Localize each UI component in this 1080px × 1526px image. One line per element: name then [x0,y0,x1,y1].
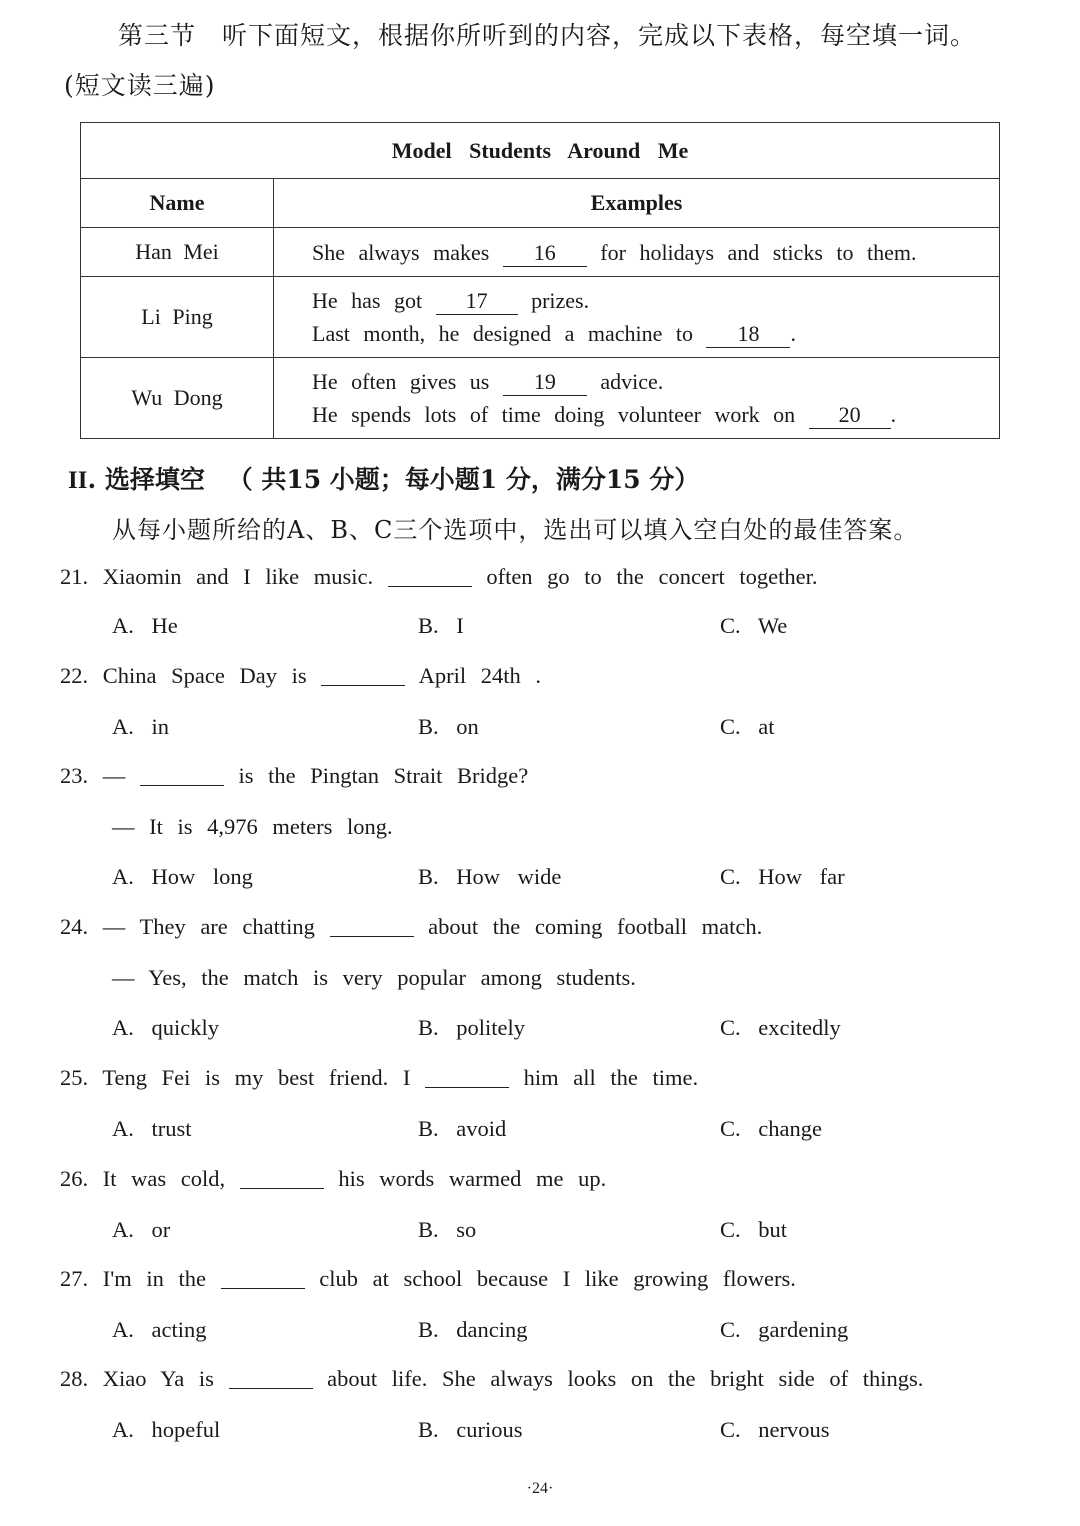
question-blank [221,1268,305,1289]
question-text: China Space Day is [102,663,307,688]
question-blank [321,665,405,686]
answer-blank: 19 [503,369,587,396]
model-students-table [80,122,1000,439]
question-number: 21. [60,564,89,589]
part-heading [68,460,699,496]
question-text: is the Pingtan Strait Bridge? [238,763,529,788]
option-a: A. quickly [112,1015,219,1040]
example-text: Last month, he designed a machine to [312,321,693,346]
question-24 [60,914,762,940]
question-text: — They are chatting [102,914,315,939]
question-text: about the coming football match. [428,914,763,939]
question-28 [60,1366,923,1392]
question-number: 25. [60,1065,89,1090]
page-number: ·24· [526,1480,554,1497]
question-blank [425,1067,509,1088]
option-b: B. curious [418,1417,523,1442]
part-numeral: II [68,467,88,494]
question-text: his words warmed me up. [338,1166,607,1191]
example-cell [274,358,1000,439]
example-text: for holidays and sticks to them. [600,239,917,265]
example-cell [274,277,1000,358]
question-text: often go to the concert together. [486,564,818,589]
example-text: prizes. [531,288,590,313]
example-cell [274,228,1000,277]
question-text: Teng Fei is my best friend. I [102,1065,411,1090]
question-number: 27. [60,1266,89,1291]
part-title: . 选择填空 [87,465,205,494]
question-text: about life. She always looks on the bright side of things. [327,1366,924,1391]
option-c: C. gardening [720,1317,849,1342]
option-b: B. How wide [418,864,562,889]
option-a: A. How long [112,864,253,889]
question-text: April 24th . [418,663,541,688]
part-detail: （ 共15 小题；每小题1 分，满分15 分） [227,465,700,494]
option-c: C. change [720,1116,822,1141]
option-c: C. but [720,1217,788,1242]
instruction: 从每小题所给的A、B、C三个选项中，选出可以填入空白处的最佳答案。 [112,516,919,544]
answer-blank: 18 [706,321,790,348]
example-text: He spends lots of time doing volunteer work on [312,402,796,427]
question-text: club at school because I like growing flowers. [319,1266,796,1291]
option-b: B. politely [418,1015,525,1040]
option-c: C. We [720,613,788,638]
option-c: C. excitedly [720,1015,841,1040]
option-b: B. dancing [418,1317,528,1342]
option-b: B. on [418,714,479,739]
dialogue-reply: — It is 4,976 meters long. [112,814,393,839]
option-a: A. or [112,1217,171,1242]
student-name: Li Ping [81,277,274,358]
question-text: — [102,763,126,788]
question-text: It was cold, [102,1166,226,1191]
table-row [81,277,1000,358]
example-text: . [890,402,897,427]
question-text: him all the time. [523,1065,699,1090]
option-a: A. trust [112,1116,192,1141]
question-number: 28. [60,1366,89,1391]
dialogue-reply: — Yes, the match is very popular among students. [112,965,636,990]
example-text: . [790,321,796,346]
answer-blank: 16 [503,240,587,267]
question-text: Xiaomin and I like music. [102,564,374,589]
question-blank [240,1168,324,1189]
question-26 [60,1166,606,1192]
option-c: C. nervous [720,1417,830,1442]
question-23 [60,763,528,789]
question-21 [60,564,817,590]
question-blank [140,765,224,786]
option-a: A. He [112,613,178,638]
table-row [81,228,1000,277]
question-number: 24. [60,914,89,939]
option-c: C. at [720,714,775,739]
question-blank [330,916,414,937]
option-c: C. How far [720,864,845,889]
option-a: A. in [112,714,169,739]
example-text: He has got [312,288,423,313]
section-note: (短文读三遍) [64,71,216,100]
question-number: 22. [60,663,89,688]
question-27 [60,1266,796,1292]
question-number: 26. [60,1166,89,1191]
answer-blank: 20 [809,402,891,429]
option-b: B. I [418,613,464,638]
option-a: A. acting [112,1317,207,1342]
option-b: B. avoid [418,1116,507,1141]
example-text: He often gives us [312,369,490,394]
question-text: I'm in the [102,1266,207,1291]
column-header-examples: Examples [274,179,1000,228]
question-22 [60,663,541,689]
question-text: Xiao Ya is [102,1366,214,1391]
question-25 [60,1065,698,1091]
table-row [81,358,1000,439]
column-header-name: Name [81,179,274,228]
example-text: advice. [600,369,664,394]
answer-blank: 17 [436,288,518,315]
table-title: Model Students Around Me [81,123,1000,179]
section-title: 第三节 听下面短文，根据你所听到的内容，完成以下表格，每空填一词。 [118,21,977,50]
question-number: 23. [60,763,89,788]
question-blank [229,1368,313,1389]
student-name: Han Mei [81,228,274,277]
option-a: A. hopeful [112,1417,221,1442]
question-blank [388,566,472,587]
student-name: Wu Dong [81,358,274,439]
example-text: She always makes [312,239,490,265]
option-b: B. so [418,1217,477,1242]
